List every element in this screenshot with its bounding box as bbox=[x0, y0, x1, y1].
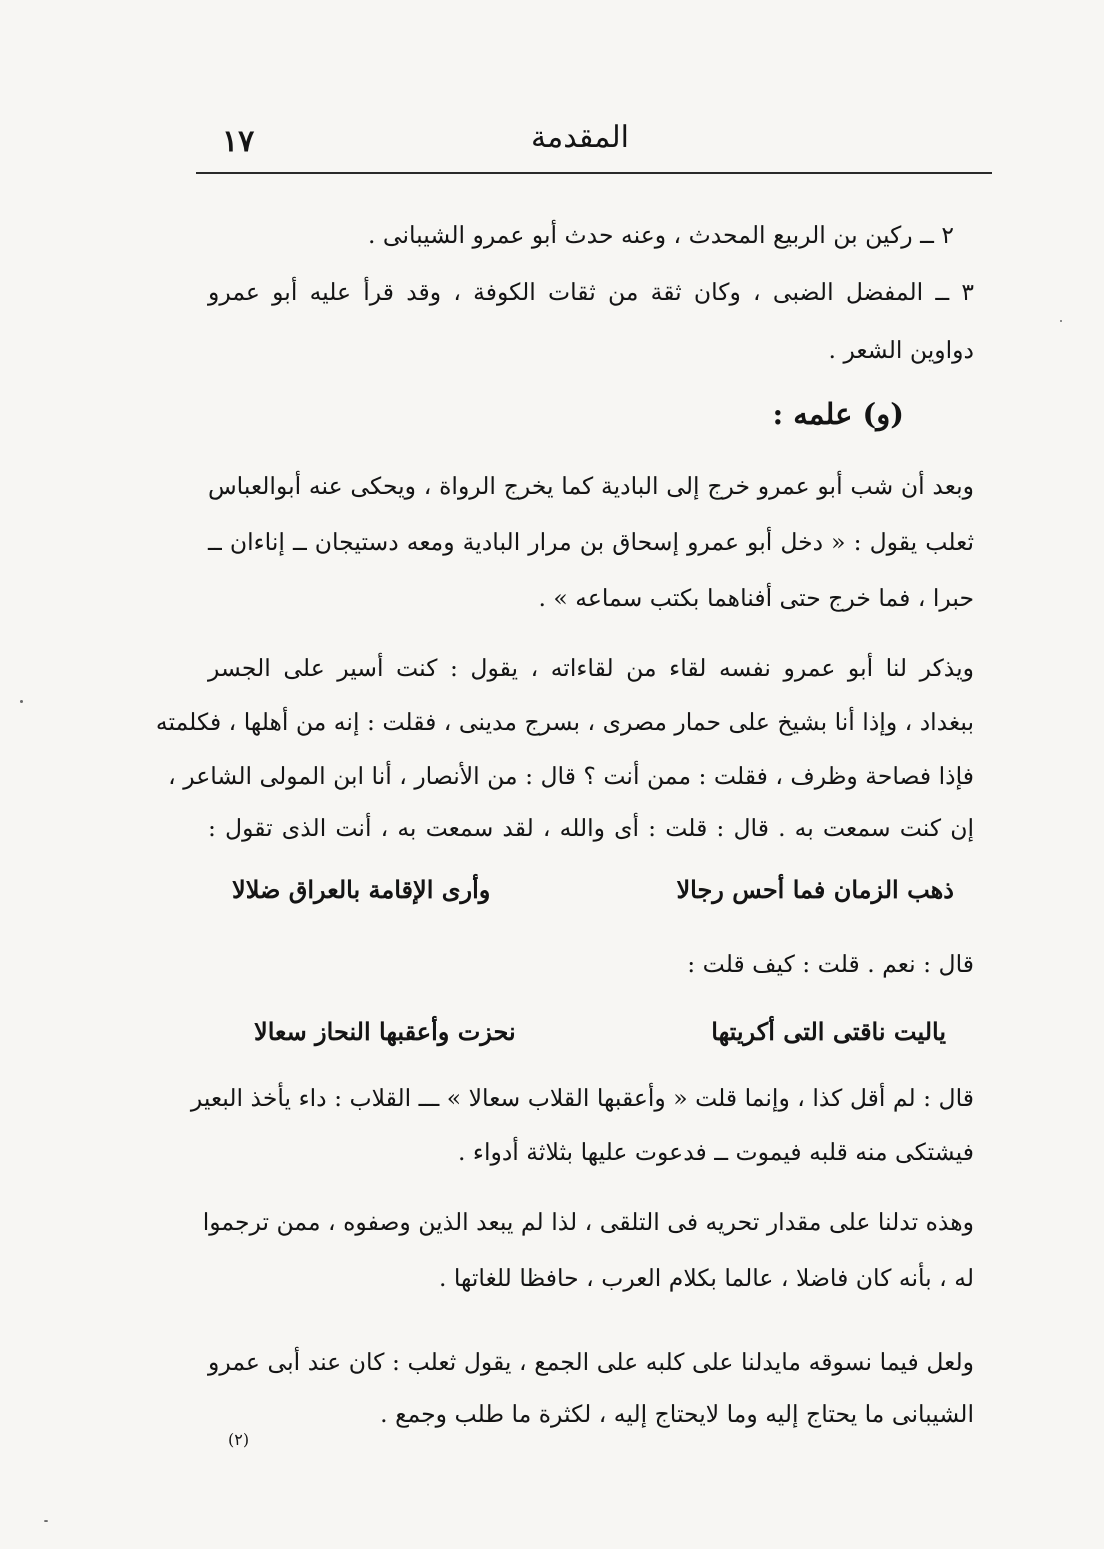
page-number: ١٧ bbox=[222, 124, 255, 159]
running-title: المقدمة bbox=[531, 120, 629, 155]
text-line: دواوين الشعر . bbox=[828, 336, 974, 364]
header-divider bbox=[196, 172, 992, 174]
text-line: فإذا فصاحة وظرف ، فقلت : ممن أنت ؟ قال : من الأنصار ، أنا ابن المولى الشاعر ، bbox=[168, 762, 974, 790]
scan-speck bbox=[20, 700, 23, 703]
text-line: ببغداد ، وإذا أنا بشيخ على حمار مصرى ، بسرج مدينى ، فقلت : إنه من أهلها ، فكلمته bbox=[155, 708, 974, 736]
verse-hemistich-right: ذهب الزمان فما أحس رجالا bbox=[676, 875, 954, 904]
text-line: إن كنت سمعت به . قال : قلت : أى والله ، لقد سمعت به ، أنت الذى تقول : bbox=[208, 814, 974, 842]
text-line: ٢ ــ ركين بن الربيع المحدث ، وعنه حدث أبو عمرو الشيبانى . bbox=[367, 221, 954, 249]
text-line: ثعلب يقول : « دخل أبو عمرو إسحاق بن مرار البادية ومعه دستيجان ــ إناءان ــ bbox=[208, 528, 974, 556]
text-line: وهذه تدلنا على مقدار تحريه فى التلقى ، لذا لم يبعد الذين وصفوه ، ممن ترجموا bbox=[202, 1208, 974, 1236]
text-line: له ، بأنه كان فاضلا ، عالما بكلام العرب ، حافظا للغاتها . bbox=[438, 1264, 974, 1292]
text-line: ويذكر لنا أبو عمرو نفسه لقاء من لقاءاته ، يقول : كنت أسير على الجسر bbox=[208, 654, 974, 682]
text-line: وبعد أن شب أبو عمرو خرج إلى البادية كما يخرج الرواة ، ويحكى عنه أبوالعباس bbox=[208, 472, 974, 500]
text-line: فيشتكى منه قلبه فيموت ــ فدعوت عليها بثلاثة أدواء . bbox=[457, 1138, 974, 1166]
text-line: ولعل فيما نسوقه مايدلنا على كلبه على الجمع ، يقول ثعلب : كان عند أبى عمرو bbox=[208, 1348, 974, 1376]
scan-speck bbox=[44, 1520, 48, 1522]
signature-mark: (٢) bbox=[228, 1430, 250, 1449]
text-line: ٣ ــ المفضل الضبى ، وكان ثقة من ثقات الكوفة ، وقد قرأ عليه أبو عمرو bbox=[208, 278, 974, 306]
verse-hemistich-right: ياليت ناقتى التى أكريتها bbox=[711, 1017, 946, 1046]
text-line: قال : نعم . قلت : كيف قلت : bbox=[687, 950, 974, 978]
text-line: الشيبانى ما يحتاج إليه وما لايحتاج إليه ، لكثرة ما طلب وجمع . bbox=[380, 1400, 974, 1428]
scan-speck bbox=[1060, 320, 1062, 322]
section-heading: (و) علمه : bbox=[772, 397, 904, 431]
verse-hemistich-left: وأرى الإقامة بالعراق ضلالا bbox=[232, 875, 491, 904]
text-line: قال : لم أقل كذا ، وإنما قلت « وأعقبها القلاب سعالا » ـــ القلاب : داء يأخذ البعير bbox=[190, 1084, 974, 1112]
verse-hemistich-left: نحزت وأعقبها النحاز سعالا bbox=[254, 1017, 516, 1046]
text-line: حبرا ، فما خرج حتى أفناهما بكتب سماعه » . bbox=[538, 584, 974, 612]
